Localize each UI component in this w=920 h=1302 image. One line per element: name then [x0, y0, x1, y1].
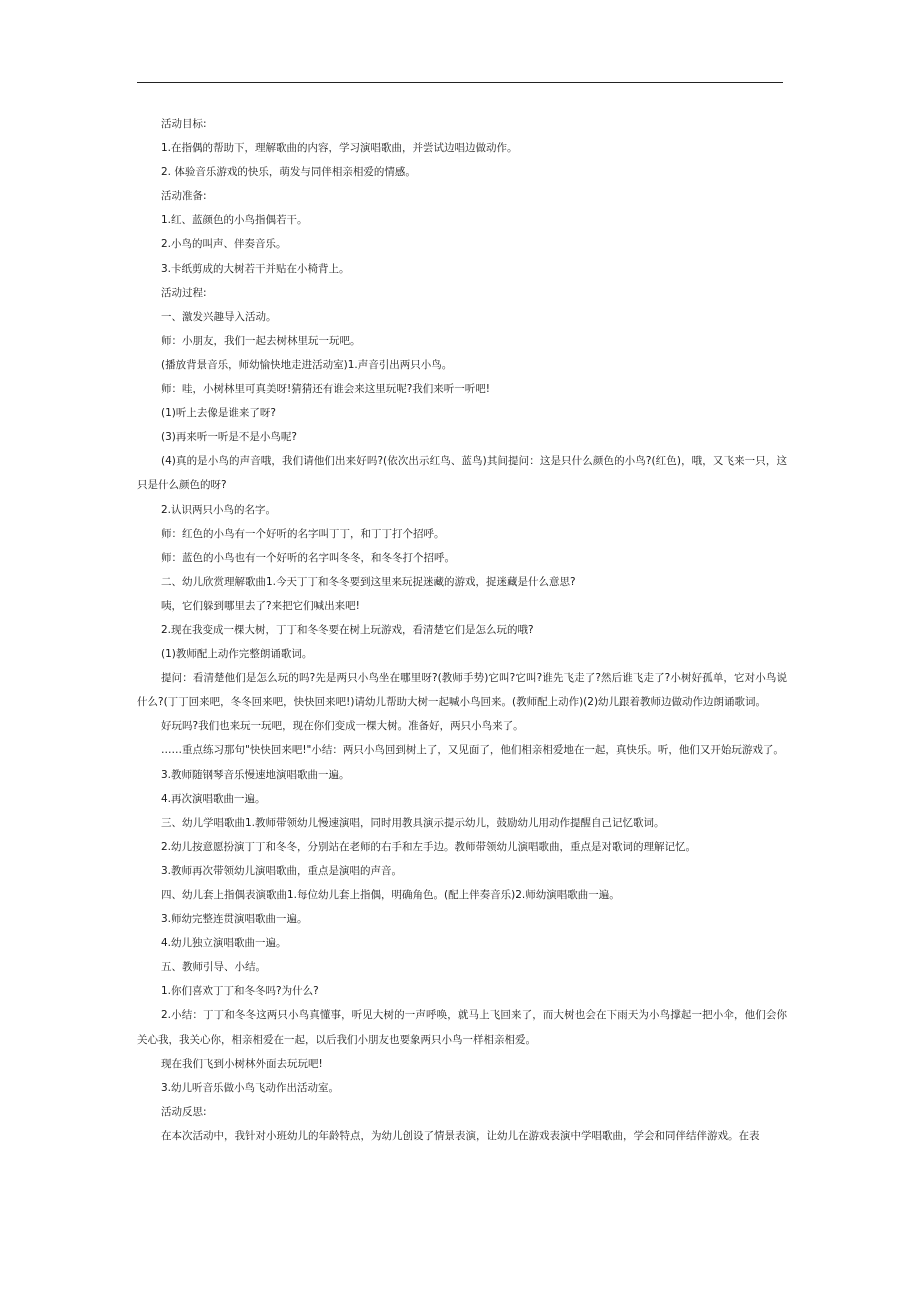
paragraph-line: 3.幼儿听音乐做小鸟飞动作出活动室。: [161, 1081, 340, 1094]
paragraph-line: 四、幼儿套上指偶表演歌曲1.每位幼儿套上指偶，明确角色。(配上伴奏音乐)2.师幼演唱歌曲一遍。: [161, 889, 620, 901]
paragraph-line: 3.教师再次带领幼儿演唱歌曲，重点是演唱的声音。: [161, 864, 403, 877]
paragraph-line: 3.教师随钢琴音乐慢速地演唱歌曲一遍。: [161, 768, 350, 781]
header-rule: [137, 82, 783, 83]
paragraph-line: (1)教师配上动作完整朗诵歌词。: [161, 648, 313, 661]
paragraph-line: 4.幼儿独立演唱歌曲一遍。: [161, 937, 287, 950]
section-heading: 活动反思:: [161, 1105, 207, 1118]
paragraph-line: 在本次活动中，我针对小班幼儿的年龄特点，为幼儿创设了情景表演，让幼儿在游戏表演中学唱歌曲，学会和同伴结伴游戏。在表: [161, 1129, 760, 1142]
document-body: [137, 112, 789, 1148]
section-heading: 活动准备:: [161, 190, 207, 203]
paragraph: ……重点练习那句"快快回来吧!"小结：两只小鸟回到树上了，又见面了，他们相亲相爱地在一起，真快乐。听，他们又开始玩游戏了。: [161, 744, 784, 757]
paragraph-line: 五、教师引导、小结。: [161, 961, 266, 974]
section-heading: 活动过程:: [161, 286, 207, 299]
paragraph: (4)真的是小鸟的声音哦，我们请他们出来好吗?(依次出示红鸟、蓝鸟)其间提问：这是只什么颜色的小鸟?(红色)，哦，又飞来一只，这只是什么颜色的呀?: [137, 455, 787, 492]
paragraph-line: 师：小朋友，我们一起去树林里玩一玩吧。: [161, 334, 361, 347]
paragraph-line: 一、激发兴趣导入活动。: [161, 310, 277, 323]
paragraph-line: 师：哇，小树林里可真美呀!猜猜还有谁会来这里玩呢?我们来听一听吧!: [161, 383, 490, 396]
paragraph-line: 咦，它们躲到哪里去了?来把它们喊出来吧!: [161, 599, 360, 612]
paragraph-line: 1.你们喜欢丁丁和冬冬吗?为什么?: [161, 985, 319, 998]
paragraph-line: 2.现在我变成一棵大树，丁丁和冬冬要在树上玩游戏，看清楚它们是怎么玩的哦?: [161, 623, 534, 636]
paragraph-line: 师：蓝色的小鸟也有一个好听的名字叫冬冬，和冬冬打个招呼。: [161, 551, 455, 564]
section-heading: 活动目标:: [161, 118, 207, 130]
paragraph-line: 2.小鸟的叫声、伴奏音乐。: [161, 238, 287, 251]
paragraph-line: 现在我们飞到小树林外面去玩玩吧!: [161, 1057, 323, 1070]
paragraph-line: 2.认识两只小鸟的名字。: [161, 503, 277, 516]
paragraph-line: 2.幼儿按意愿扮演丁丁和冬冬，分别站在老师的右手和左手边。教师带领幼儿演唱歌曲，重点是对歌词的理解记忆。: [161, 840, 697, 853]
paragraph-line: 好玩吗?我们也来玩一玩吧，现在你们变成一棵大树。准备好，两只小鸟来了。: [161, 720, 524, 733]
paragraph: 提问：看清楚他们是怎么玩的吗?先是两只小鸟坐在哪里呀?(教师手势)它叫?它叫?谁先飞走了?然后谁飞走了?小树好孤单，它对小鸟说什么?(丁丁回来吧，冬冬回来吧，快快回来吧!)请幼儿帮助大树一起喊小鸟回来。(教师配上动作)(2)幼儿跟着教师边做动作边朗诵歌词。: [137, 672, 787, 709]
paragraph: 2.小结：丁丁和冬冬这两只小鸟真懂事，听见大树的一声呼唤，就马上飞回来了，而大树也会在下雨天为小鸟撑起一把小伞，他们会你关心我，我关心你，相亲相爱在一起，以后我们小朋友也要象两只小鸟一样相亲相爱。: [137, 1009, 787, 1046]
paragraph-line: 二、幼儿欣赏理解歌曲1.今天丁丁和冬冬要到这里来玩捉迷藏的游戏，捉迷藏是什么意思?: [161, 575, 576, 588]
paragraph-line: 3.卡纸剪成的大树若干并贴在小椅背上。: [161, 262, 350, 275]
paragraph-line: 三、幼儿学唱歌曲1.教师带领幼儿慢速演唱，同时用教具演示提示幼儿，鼓励幼儿用动作提醒自己记忆歌词。: [161, 816, 665, 829]
paragraph-line: 1.在指偶的帮助下，理解歌曲的内容，学习演唱歌曲，并尝试边唱边做动作。: [161, 142, 518, 155]
paragraph-line: 1.红、蓝颜色的小鸟指偶若干。: [161, 214, 308, 227]
paragraph-line: (播放背景音乐，师幼愉快地走进活动室)1.声音引出两只小鸟。: [161, 358, 453, 371]
paragraph-line: (3)再来听一听是不是小鸟呢?: [161, 431, 297, 444]
paragraph-line: (1)听上去像是谁来了呀?: [161, 407, 276, 420]
paragraph-line: 师：红色的小鸟有一个好听的名字叫丁丁，和丁丁打个招呼。: [161, 527, 445, 540]
paragraph-line: 3.师幼完整连贯演唱歌曲一遍。: [161, 913, 308, 926]
paragraph-line: 4.再次演唱歌曲一遍。: [161, 792, 266, 805]
paragraph-line: 2. 体验音乐游戏的快乐，萌发与同伴相亲相爱的情感。: [161, 166, 416, 179]
